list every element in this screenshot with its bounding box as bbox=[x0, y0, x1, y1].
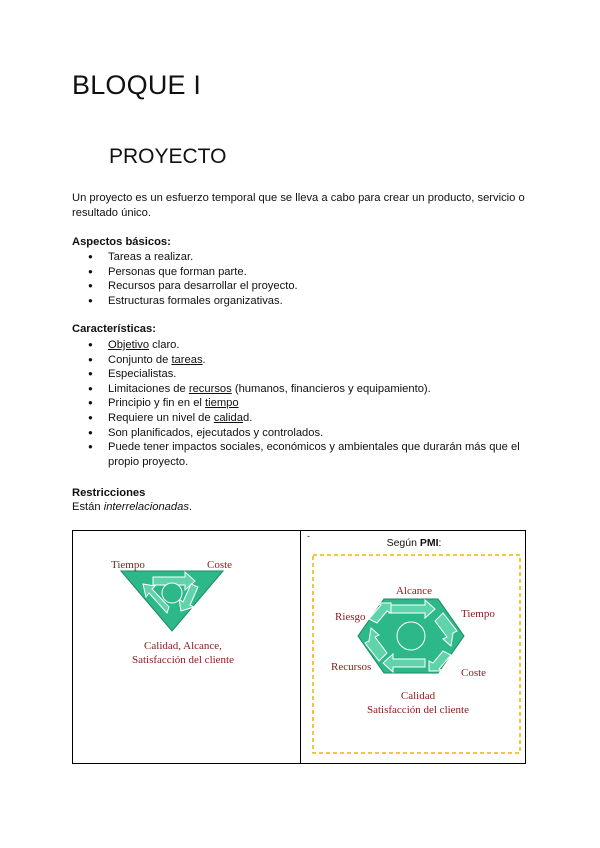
pmi-cell bbox=[301, 531, 527, 763]
pmi-diagram bbox=[301, 531, 527, 763]
tick-mark: - bbox=[307, 531, 310, 541]
list-item: ● Limitaciones de recursos (humanos, financieros y equipamiento). bbox=[72, 382, 532, 397]
section-title: PROYECTO bbox=[109, 145, 227, 168]
caracteristicas-heading: Características: bbox=[72, 323, 156, 335]
restricciones-heading: Restricciones bbox=[72, 487, 146, 499]
list-item: ● Son planificados, ejecutados y controlados. bbox=[72, 426, 532, 441]
diagram-table bbox=[72, 530, 526, 764]
label-recursos: Recursos bbox=[331, 661, 372, 673]
triple-constraint-diagram bbox=[73, 531, 300, 763]
intro-paragraph: Un proyecto es un esfuerzo temporal que se lleva a cabo para crear un producto, servicio o resultado único. bbox=[72, 192, 525, 219]
label-bottom-1: Calidad bbox=[400, 690, 436, 702]
label-riesgo: Riesgo bbox=[335, 611, 366, 623]
list-item: ● Personas que forman parte. bbox=[72, 265, 532, 280]
list-item: ● Tareas a realizar. bbox=[72, 250, 532, 265]
list-item: ● Objetivo claro. bbox=[72, 338, 532, 353]
pmi-title: Según PMI: bbox=[386, 537, 442, 549]
caracteristicas-list bbox=[72, 338, 532, 469]
list-item: ● Puede tener impactos sociales, económicos y ambientales que durarán más que el propio proyecto. bbox=[72, 440, 532, 469]
list-item: ● Conjunto de tareas. bbox=[72, 353, 532, 368]
cycle-center bbox=[397, 622, 425, 650]
triple-constraint-cell bbox=[73, 531, 300, 763]
label-coste: Coste bbox=[207, 559, 233, 571]
page-title: BLOQUE I bbox=[72, 70, 202, 100]
cycle-center bbox=[162, 583, 182, 603]
label-tiempo: Tiempo bbox=[111, 559, 145, 571]
list-item: ● Recursos para desarrollar el proyecto. bbox=[72, 279, 532, 294]
label-bottom-2: Satisfacción del cliente bbox=[366, 704, 470, 716]
list-item: ● Especialistas. bbox=[72, 367, 532, 382]
list-item: ● Principio y fin en el tiempo bbox=[72, 396, 532, 411]
aspectos-heading: Aspectos básicos: bbox=[72, 236, 171, 248]
label-bottom-2: Satisfacción del cliente bbox=[131, 654, 235, 666]
list-item: ● Requiere un nivel de calidad. bbox=[72, 411, 532, 426]
restricciones-text: Están interrelacionadas. bbox=[72, 501, 193, 513]
label-tiempo: Tiempo bbox=[461, 608, 495, 620]
list-item: ● Estructuras formales organizativas. bbox=[72, 294, 532, 309]
label-bottom-1: Calidad, Alcance, bbox=[144, 640, 222, 652]
aspectos-list bbox=[72, 250, 532, 308]
label-alcance: Alcance bbox=[395, 585, 433, 597]
label-coste: Coste bbox=[461, 667, 487, 679]
